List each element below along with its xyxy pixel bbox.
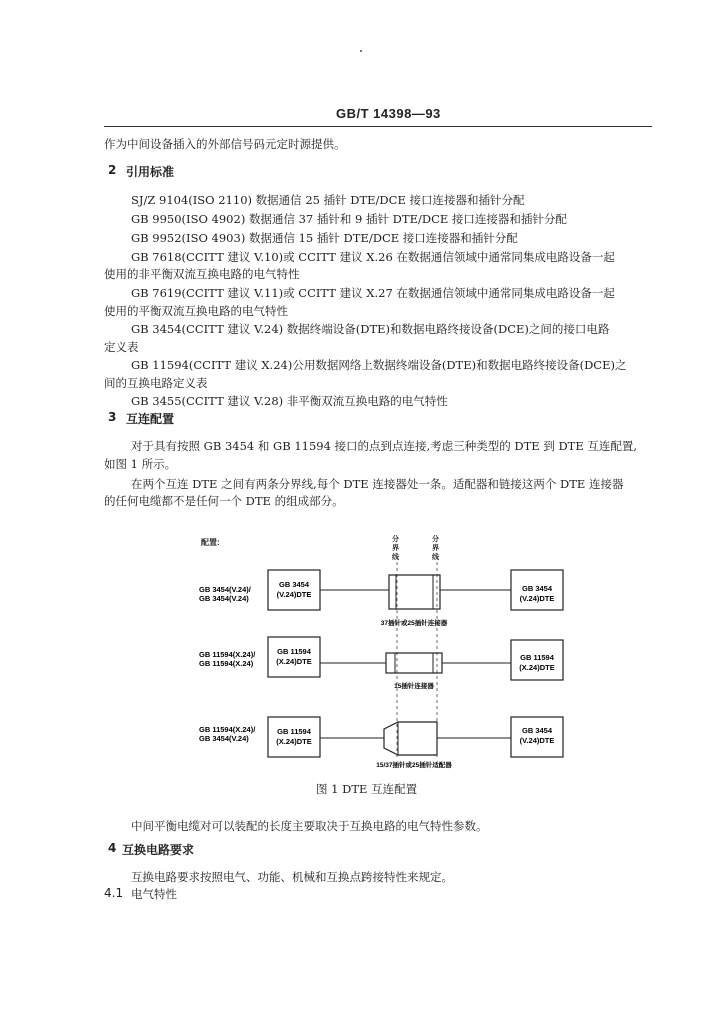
left-dte-box-label: (X.24)DTE — [276, 657, 312, 666]
right-dte-box-label: (V.24)DTE — [519, 594, 555, 603]
divider-label-char: 界 — [432, 545, 439, 552]
config-row-3 — [199, 717, 563, 769]
divider-label-char: 线 — [432, 554, 439, 561]
divider-label-char: 界 — [392, 545, 399, 552]
divider-label-char: 分 — [432, 536, 439, 543]
section3-title: 互连配置 — [126, 412, 175, 426]
ref-line: GB 3454(CCITT 建议 V.24) 数据终端设备(DTE)和数据电路终接设备(DCE)之间的接口电路 — [131, 322, 610, 336]
connector-caption: 15插针连接器 — [394, 683, 434, 690]
left-dte-box-label: GB 11594 — [277, 647, 311, 656]
connector-caption: 15/37插针或25插针适配器 — [376, 762, 452, 769]
row-left-label: GB 3454(V.24) — [199, 594, 249, 603]
subsection-4-1-number: 4.1 — [104, 886, 124, 900]
ref-line: GB 7619(CCITT 建议 V.11)或 CCITT 建议 X.27 在数据通信领域中通常同集成电路设备一起 — [131, 286, 615, 300]
right-dte-box-label: (V.24)DTE — [519, 736, 555, 745]
ref-line: 定义表 — [104, 340, 139, 354]
adapter-shape — [384, 722, 437, 755]
divider-label-char: 线 — [392, 554, 399, 561]
config-row-2 — [199, 637, 563, 690]
right-dte-box-label: GB 3454 — [521, 584, 553, 593]
right-dte-box-label: (X.24)DTE — [519, 663, 555, 672]
ref-line: 间的互换电路定义表 — [104, 376, 208, 390]
right-dte-box-label: GB 3454 — [521, 726, 553, 735]
section3-number: 3 — [108, 410, 117, 424]
connector-box — [386, 653, 442, 673]
section3-paragraph-line: 对于具有按照 GB 3454 和 GB 11594 接口的点到点连接,考虑三种类型的 DTE 到 DTE 互连配置, — [131, 439, 638, 453]
row-left-label: GB 11594(X.24) — [199, 659, 254, 668]
subsection-4-1-title: 电气特性 — [131, 887, 177, 901]
row-left-label: GB 3454(V.24)/ — [199, 585, 251, 594]
section4-paragraph: 互换电路要求按照电气、功能、机械和互换点跨接特性来规定。 — [131, 870, 453, 884]
paragraph-after-figure: 中间平衡电缆对可以装配的长度主要取决于互换电路的电气特性参数。 — [131, 819, 488, 833]
intro-paragraph: 作为中间设备插入的外部信号码元定时源提供。 — [104, 137, 346, 151]
row-left-label: GB 11594(X.24)/ — [199, 725, 256, 734]
divider-label-char: 分 — [392, 536, 399, 543]
section2-title: 引用标准 — [126, 165, 175, 179]
ref-line: 使用的平衡双流互换电路的电气特性 — [104, 304, 288, 318]
ref-line: GB 9952(ISO 4903) 数据通信 15 插针 DTE/DCE 接口连接器和插针分配 — [131, 231, 518, 245]
section4-number: 4 — [108, 841, 117, 855]
left-dte-box-label: GB 3454 — [278, 580, 310, 589]
right-dte-box-label: GB 11594 — [520, 653, 554, 662]
divider-label-left — [391, 534, 400, 561]
ref-line: GB 11594(CCITT 建议 X.24)公用数据网络上数据终端设备(DTE)和数据电路终接设备(DCE)之 — [131, 358, 627, 372]
section2-number: 2 — [108, 163, 117, 177]
row-left-label: GB 3454(V.24) — [199, 734, 249, 743]
ref-line: 使用的非平衡双流互换电路的电气特性 — [104, 267, 300, 281]
left-dte-box-label: (X.24)DTE — [276, 737, 312, 746]
ref-line: SJ/Z 9104(ISO 2110) 数据通信 25 插针 DTE/DCE 接口连接器和插针分配 — [131, 193, 525, 207]
connector-caption: 37插针或25插针连接器 — [380, 620, 448, 627]
row-left-label: GB 11594(X.24)/ — [199, 650, 256, 659]
figure-caption: 图 1 DTE 互连配置 — [316, 782, 418, 796]
left-dte-box-label: GB 11594 — [277, 727, 311, 736]
section3-paragraph-line: 在两个互连 DTE 之间有两条分界线,每个 DTE 连接器处一条。适配器和链接这两个 DTE 连接器 — [131, 477, 624, 491]
ref-line: GB 7618(CCITT 建议 V.10)或 CCITT 建议 X.26 在数据通信领域中通常同集成电路设备一起 — [131, 250, 615, 264]
ref-line: GB 3455(CCITT 建议 V.28) 非平衡双流互换电路的电气特性 — [131, 394, 448, 408]
divider-label-right — [431, 534, 440, 561]
section4-title: 互换电路要求 — [122, 843, 195, 857]
page-header: GB/T 14398—93 — [336, 106, 441, 121]
left-dte-box-label: (V.24)DTE — [276, 590, 312, 599]
section3-paragraph-line: 如图 1 所示。 — [104, 457, 177, 471]
section3-paragraph-line: 的任何电缆都不是任何一个 DTE 的组成部分。 — [104, 494, 344, 508]
config-row-1 — [199, 570, 563, 627]
ref-line: GB 9950(ISO 4902) 数据通信 37 插针和 9 插针 DTE/DCE 接口连接器和插针分配 — [131, 212, 567, 226]
config-label: 配置: — [201, 538, 220, 547]
